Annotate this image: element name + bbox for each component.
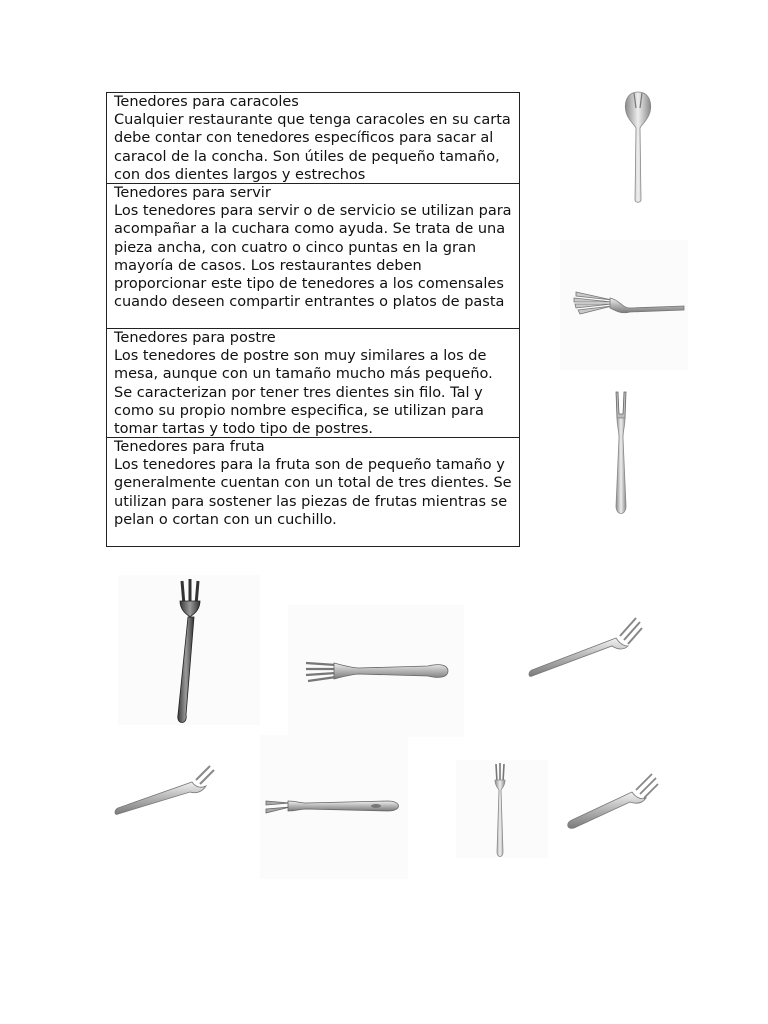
table-row	[107, 329, 519, 438]
row-description: Cualquier restaurante que tenga caracoles en su carta debe contar con tenedores específicos para sacar al caracol de la concha. Son útiles de pequeño tamaño, con dos dientes largos y estrechos	[114, 112, 511, 183]
row-description: Los tenedores de postre son muy similares a los de mesa, aunque con un tamaño mucho más pequeño. Se caracterizan por tener tres dientes sin filo. Tal y como su propio nombre especifica, se utilizan para tomar tartas y todo tipo de postres.	[114, 348, 493, 438]
table-row	[107, 93, 519, 184]
table-row	[107, 184, 519, 329]
spoon-fork-image	[610, 88, 666, 206]
row-title: Tenedores para servir	[114, 185, 271, 201]
diagonal-fork-image	[562, 768, 662, 832]
fork-types-table	[106, 92, 520, 547]
angled-fork-image	[524, 614, 644, 684]
row-description: Los tenedores para la fruta son de pequeño tamaño y generalmente cuentan con un total de tres dientes. Se utilizan para sostener las piezas de frutas mientras se pelan o cortan con un cuchillo.	[114, 457, 512, 528]
serving-fork-image	[560, 240, 688, 370]
small-angled-fork-image	[110, 762, 218, 818]
row-title: Tenedores para postre	[114, 330, 276, 346]
small-vertical-fork-image	[456, 760, 548, 858]
row-title: Tenedores para fruta	[114, 439, 265, 455]
table-row	[107, 438, 519, 546]
dark-dessert-fork-image	[118, 575, 260, 725]
row-description: Los tenedores para servir o de servicio se utilizan para acompañar a la cuchara como ayuda. Se trata de una pieza ancha, con cuatro o cinco puntas en la gran mayoría de casos. Los restaurantes deben proporcionar este tipo de tenedores a los comensales cuando deseen compartir entrantes o platos de pasta	[114, 203, 512, 311]
ornate-fork-image	[288, 605, 464, 737]
two-prong-fork-image	[606, 388, 636, 520]
two-prong-horizontal-fork-image	[260, 735, 408, 879]
row-title: Tenedores para caracoles	[114, 94, 299, 110]
